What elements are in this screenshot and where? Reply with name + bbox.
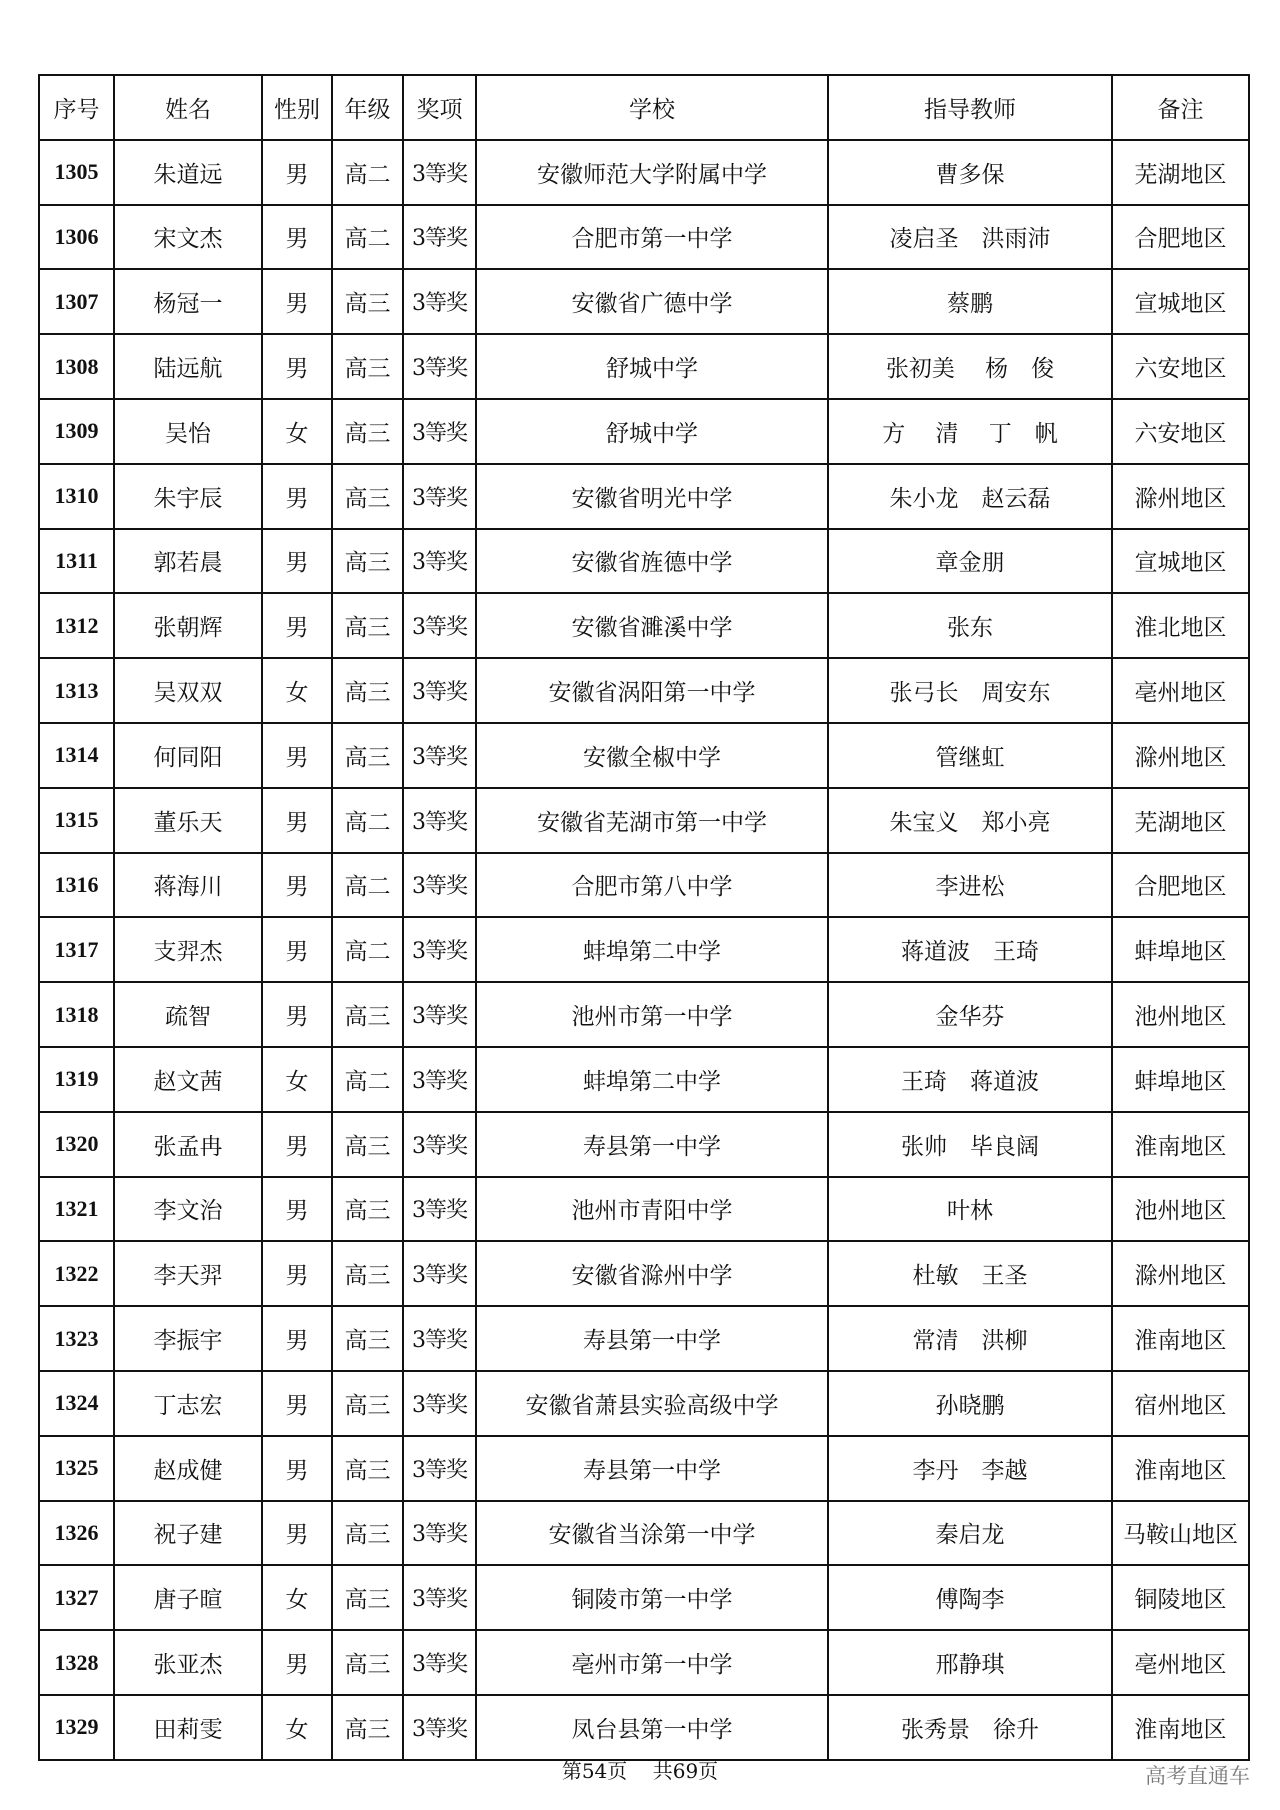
cell-gender: 男 bbox=[262, 917, 332, 982]
cell-grade: 高三 bbox=[332, 529, 403, 594]
cell-grade: 高三 bbox=[332, 723, 403, 788]
cell-region: 蚌埠地区 bbox=[1112, 1047, 1249, 1112]
cell-grade: 高二 bbox=[332, 917, 403, 982]
cell-award: 3等奖 bbox=[403, 1630, 476, 1695]
column-header-index: 序号 bbox=[39, 75, 114, 140]
page-number: 第54页 bbox=[561, 1759, 628, 1783]
cell-region: 六安地区 bbox=[1112, 334, 1249, 399]
table-row bbox=[39, 529, 1249, 594]
cell-teacher: 金华芬 bbox=[828, 982, 1112, 1047]
cell-grade: 高三 bbox=[332, 593, 403, 658]
cell-award: 3等奖 bbox=[403, 658, 476, 723]
table-row bbox=[39, 1565, 1249, 1630]
cell-teacher: 管继虹 bbox=[828, 723, 1112, 788]
cell-teacher: 傅陶李 bbox=[828, 1565, 1112, 1630]
cell-award: 3等奖 bbox=[403, 1371, 476, 1436]
cell-region: 滁州地区 bbox=[1112, 464, 1249, 529]
cell-name: 李天羿 bbox=[114, 1241, 262, 1306]
cell-name: 赵文茜 bbox=[114, 1047, 262, 1112]
cell-name: 李文治 bbox=[114, 1177, 262, 1242]
column-header-region: 备注 bbox=[1112, 75, 1249, 140]
cell-teacher: 孙晓鹏 bbox=[828, 1371, 1112, 1436]
cell-gender: 男 bbox=[262, 269, 332, 334]
cell-name: 吴怡 bbox=[114, 399, 262, 464]
column-header-grade: 年级 bbox=[332, 75, 403, 140]
cell-index: 1308 bbox=[39, 334, 114, 399]
table-row bbox=[39, 140, 1249, 205]
cell-teacher: 张秀景 徐升 bbox=[828, 1695, 1112, 1760]
cell-grade: 高二 bbox=[332, 788, 403, 853]
cell-school: 蚌埠第二中学 bbox=[476, 917, 828, 982]
cell-region: 宣城地区 bbox=[1112, 529, 1249, 594]
cell-gender: 男 bbox=[262, 1501, 332, 1566]
table-row bbox=[39, 1371, 1249, 1436]
cell-region: 池州地区 bbox=[1112, 982, 1249, 1047]
cell-index: 1324 bbox=[39, 1371, 114, 1436]
cell-region: 宣城地区 bbox=[1112, 269, 1249, 334]
cell-index: 1310 bbox=[39, 464, 114, 529]
cell-index: 1306 bbox=[39, 205, 114, 270]
cell-award: 3等奖 bbox=[403, 1306, 476, 1371]
cell-name: 赵成健 bbox=[114, 1436, 262, 1501]
cell-region: 淮南地区 bbox=[1112, 1112, 1249, 1177]
cell-school: 铜陵市第一中学 bbox=[476, 1565, 828, 1630]
cell-school: 安徽省广德中学 bbox=[476, 269, 828, 334]
cell-gender: 男 bbox=[262, 1436, 332, 1501]
cell-school: 安徽省芜湖市第一中学 bbox=[476, 788, 828, 853]
cell-index: 1312 bbox=[39, 593, 114, 658]
cell-region: 六安地区 bbox=[1112, 399, 1249, 464]
cell-region: 马鞍山地区 bbox=[1112, 1501, 1249, 1566]
cell-school: 安徽省濉溪中学 bbox=[476, 593, 828, 658]
cell-grade: 高三 bbox=[332, 464, 403, 529]
cell-award: 3等奖 bbox=[403, 1047, 476, 1112]
cell-award: 3等奖 bbox=[403, 593, 476, 658]
cell-teacher: 杜敏 王圣 bbox=[828, 1241, 1112, 1306]
column-header-award: 奖项 bbox=[403, 75, 476, 140]
cell-name: 董乐天 bbox=[114, 788, 262, 853]
table-row bbox=[39, 982, 1249, 1047]
cell-grade: 高三 bbox=[332, 399, 403, 464]
cell-gender: 男 bbox=[262, 723, 332, 788]
cell-teacher: 常清 洪柳 bbox=[828, 1306, 1112, 1371]
cell-region: 合肥地区 bbox=[1112, 205, 1249, 270]
cell-award: 3等奖 bbox=[403, 1241, 476, 1306]
table-row bbox=[39, 1306, 1249, 1371]
cell-region: 滁州地区 bbox=[1112, 723, 1249, 788]
column-header-gender: 性别 bbox=[262, 75, 332, 140]
table-body bbox=[39, 140, 1249, 1760]
cell-gender: 男 bbox=[262, 982, 332, 1047]
cell-teacher: 邢静琪 bbox=[828, 1630, 1112, 1695]
cell-school: 安徽全椒中学 bbox=[476, 723, 828, 788]
table-row bbox=[39, 917, 1249, 982]
cell-teacher: 蔡鹏 bbox=[828, 269, 1112, 334]
cell-region: 淮南地区 bbox=[1112, 1695, 1249, 1760]
cell-name: 朱宇辰 bbox=[114, 464, 262, 529]
cell-index: 1323 bbox=[39, 1306, 114, 1371]
cell-index: 1327 bbox=[39, 1565, 114, 1630]
cell-index: 1305 bbox=[39, 140, 114, 205]
cell-award: 3等奖 bbox=[403, 788, 476, 853]
cell-index: 1309 bbox=[39, 399, 114, 464]
cell-index: 1316 bbox=[39, 853, 114, 918]
cell-grade: 高三 bbox=[332, 1112, 403, 1177]
cell-region: 滁州地区 bbox=[1112, 1241, 1249, 1306]
cell-school: 舒城中学 bbox=[476, 399, 828, 464]
cell-index: 1313 bbox=[39, 658, 114, 723]
cell-gender: 男 bbox=[262, 593, 332, 658]
cell-grade: 高三 bbox=[332, 982, 403, 1047]
cell-school: 寿县第一中学 bbox=[476, 1306, 828, 1371]
table-row bbox=[39, 464, 1249, 529]
cell-grade: 高二 bbox=[332, 205, 403, 270]
cell-gender: 男 bbox=[262, 1241, 332, 1306]
cell-school: 安徽省当涂第一中学 bbox=[476, 1501, 828, 1566]
column-header-teacher: 指导教师 bbox=[828, 75, 1112, 140]
cell-teacher: 叶林 bbox=[828, 1177, 1112, 1242]
cell-award: 3等奖 bbox=[403, 399, 476, 464]
cell-index: 1326 bbox=[39, 1501, 114, 1566]
cell-teacher: 张弓长 周安东 bbox=[828, 658, 1112, 723]
table-row bbox=[39, 593, 1249, 658]
cell-gender: 男 bbox=[262, 1112, 332, 1177]
cell-school: 寿县第一中学 bbox=[476, 1112, 828, 1177]
cell-name: 唐子暄 bbox=[114, 1565, 262, 1630]
cell-gender: 男 bbox=[262, 1306, 332, 1371]
cell-gender: 女 bbox=[262, 1695, 332, 1760]
cell-index: 1314 bbox=[39, 723, 114, 788]
cell-award: 3等奖 bbox=[403, 1177, 476, 1242]
cell-gender: 女 bbox=[262, 1047, 332, 1112]
cell-school: 安徽省明光中学 bbox=[476, 464, 828, 529]
cell-teacher: 朱小龙 赵云磊 bbox=[828, 464, 1112, 529]
cell-region: 淮北地区 bbox=[1112, 593, 1249, 658]
cell-teacher: 蒋道波 王琦 bbox=[828, 917, 1112, 982]
cell-teacher: 王琦 蒋道波 bbox=[828, 1047, 1112, 1112]
cell-index: 1325 bbox=[39, 1436, 114, 1501]
table-row bbox=[39, 1501, 1249, 1566]
table-header-row bbox=[39, 75, 1249, 140]
cell-gender: 女 bbox=[262, 399, 332, 464]
cell-gender: 男 bbox=[262, 334, 332, 399]
cell-region: 蚌埠地区 bbox=[1112, 917, 1249, 982]
cell-region: 淮南地区 bbox=[1112, 1306, 1249, 1371]
cell-gender: 男 bbox=[262, 140, 332, 205]
cell-award: 3等奖 bbox=[403, 334, 476, 399]
cell-award: 3等奖 bbox=[403, 1436, 476, 1501]
cell-grade: 高三 bbox=[332, 1241, 403, 1306]
cell-region: 亳州地区 bbox=[1112, 658, 1249, 723]
cell-name: 田莉雯 bbox=[114, 1695, 262, 1760]
cell-teacher: 凌启圣 洪雨沛 bbox=[828, 205, 1112, 270]
page-total: 共69页 bbox=[652, 1759, 719, 1783]
cell-grade: 高三 bbox=[332, 1630, 403, 1695]
cell-index: 1322 bbox=[39, 1241, 114, 1306]
cell-award: 3等奖 bbox=[403, 1695, 476, 1760]
table-row bbox=[39, 399, 1249, 464]
cell-name: 陆远航 bbox=[114, 334, 262, 399]
cell-name: 支羿杰 bbox=[114, 917, 262, 982]
cell-name: 朱道远 bbox=[114, 140, 262, 205]
cell-grade: 高二 bbox=[332, 853, 403, 918]
cell-region: 芜湖地区 bbox=[1112, 788, 1249, 853]
cell-index: 1307 bbox=[39, 269, 114, 334]
table-row bbox=[39, 1047, 1249, 1112]
cell-school: 蚌埠第二中学 bbox=[476, 1047, 828, 1112]
cell-region: 铜陵地区 bbox=[1112, 1565, 1249, 1630]
cell-award: 3等奖 bbox=[403, 1501, 476, 1566]
cell-school: 安徽省涡阳第一中学 bbox=[476, 658, 828, 723]
cell-grade: 高三 bbox=[332, 269, 403, 334]
cell-grade: 高三 bbox=[332, 1501, 403, 1566]
table-row bbox=[39, 1436, 1249, 1501]
cell-school: 安徽师范大学附属中学 bbox=[476, 140, 828, 205]
cell-grade: 高二 bbox=[332, 1047, 403, 1112]
cell-region: 芜湖地区 bbox=[1112, 140, 1249, 205]
cell-name: 张亚杰 bbox=[114, 1630, 262, 1695]
cell-name: 祝子建 bbox=[114, 1501, 262, 1566]
cell-teacher: 方 清 丁 帆 bbox=[828, 399, 1112, 464]
cell-teacher: 李进松 bbox=[828, 853, 1112, 918]
cell-index: 1311 bbox=[39, 529, 114, 594]
cell-region: 淮南地区 bbox=[1112, 1436, 1249, 1501]
cell-school: 凤台县第一中学 bbox=[476, 1695, 828, 1760]
cell-school: 合肥市第一中学 bbox=[476, 205, 828, 270]
cell-teacher: 李丹 李越 bbox=[828, 1436, 1112, 1501]
column-header-name: 姓名 bbox=[114, 75, 262, 140]
cell-school: 亳州市第一中学 bbox=[476, 1630, 828, 1695]
table-row bbox=[39, 334, 1249, 399]
cell-grade: 高三 bbox=[332, 1436, 403, 1501]
page-footer bbox=[0, 1755, 1280, 1784]
award-roster-table bbox=[38, 74, 1250, 1761]
cell-school: 安徽省旌德中学 bbox=[476, 529, 828, 594]
cell-name: 何同阳 bbox=[114, 723, 262, 788]
table-row bbox=[39, 788, 1249, 853]
cell-grade: 高三 bbox=[332, 1565, 403, 1630]
cell-grade: 高三 bbox=[332, 658, 403, 723]
cell-grade: 高三 bbox=[332, 1695, 403, 1760]
cell-school: 安徽省萧县实验高级中学 bbox=[476, 1371, 828, 1436]
cell-index: 1320 bbox=[39, 1112, 114, 1177]
cell-gender: 男 bbox=[262, 853, 332, 918]
cell-gender: 女 bbox=[262, 1565, 332, 1630]
cell-grade: 高三 bbox=[332, 1177, 403, 1242]
cell-school: 安徽省滁州中学 bbox=[476, 1241, 828, 1306]
cell-teacher: 张帅 毕良阔 bbox=[828, 1112, 1112, 1177]
cell-name: 蒋海川 bbox=[114, 853, 262, 918]
table-row bbox=[39, 1241, 1249, 1306]
cell-award: 3等奖 bbox=[403, 1565, 476, 1630]
cell-name: 张孟冉 bbox=[114, 1112, 262, 1177]
table-row bbox=[39, 723, 1249, 788]
cell-school: 舒城中学 bbox=[476, 334, 828, 399]
cell-award: 3等奖 bbox=[403, 529, 476, 594]
cell-name: 李振宇 bbox=[114, 1306, 262, 1371]
watermark-text: 高考直通车 bbox=[1145, 1764, 1250, 1788]
table-row bbox=[39, 1695, 1249, 1760]
cell-region: 合肥地区 bbox=[1112, 853, 1249, 918]
table-row bbox=[39, 853, 1249, 918]
cell-region: 亳州地区 bbox=[1112, 1630, 1249, 1695]
table-row bbox=[39, 658, 1249, 723]
cell-region: 宿州地区 bbox=[1112, 1371, 1249, 1436]
cell-grade: 高三 bbox=[332, 1371, 403, 1436]
cell-grade: 高三 bbox=[332, 1306, 403, 1371]
cell-gender: 男 bbox=[262, 1177, 332, 1242]
cell-index: 1317 bbox=[39, 917, 114, 982]
table-row bbox=[39, 1630, 1249, 1695]
cell-award: 3等奖 bbox=[403, 205, 476, 270]
cell-award: 3等奖 bbox=[403, 917, 476, 982]
cell-name: 丁志宏 bbox=[114, 1371, 262, 1436]
cell-grade: 高三 bbox=[332, 334, 403, 399]
cell-gender: 男 bbox=[262, 205, 332, 270]
cell-award: 3等奖 bbox=[403, 140, 476, 205]
cell-name: 杨冠一 bbox=[114, 269, 262, 334]
cell-award: 3等奖 bbox=[403, 464, 476, 529]
cell-school: 合肥市第八中学 bbox=[476, 853, 828, 918]
table-row bbox=[39, 1112, 1249, 1177]
table-row bbox=[39, 205, 1249, 270]
cell-gender: 女 bbox=[262, 658, 332, 723]
cell-name: 郭若晨 bbox=[114, 529, 262, 594]
table-row bbox=[39, 1177, 1249, 1242]
cell-school: 寿县第一中学 bbox=[476, 1436, 828, 1501]
cell-award: 3等奖 bbox=[403, 723, 476, 788]
cell-award: 3等奖 bbox=[403, 1112, 476, 1177]
cell-gender: 男 bbox=[262, 464, 332, 529]
cell-index: 1321 bbox=[39, 1177, 114, 1242]
cell-teacher: 张初美 杨 俊 bbox=[828, 334, 1112, 399]
table-row bbox=[39, 269, 1249, 334]
cell-name: 宋文杰 bbox=[114, 205, 262, 270]
cell-teacher: 朱宝义 郑小亮 bbox=[828, 788, 1112, 853]
cell-name: 张朝辉 bbox=[114, 593, 262, 658]
column-header-school: 学校 bbox=[476, 75, 828, 140]
cell-gender: 男 bbox=[262, 1371, 332, 1436]
cell-name: 疏智 bbox=[114, 982, 262, 1047]
cell-index: 1319 bbox=[39, 1047, 114, 1112]
cell-grade: 高二 bbox=[332, 140, 403, 205]
cell-region: 池州地区 bbox=[1112, 1177, 1249, 1242]
cell-gender: 男 bbox=[262, 788, 332, 853]
cell-index: 1318 bbox=[39, 982, 114, 1047]
cell-teacher: 章金朋 bbox=[828, 529, 1112, 594]
cell-index: 1315 bbox=[39, 788, 114, 853]
cell-teacher: 秦启龙 bbox=[828, 1501, 1112, 1566]
cell-teacher: 张东 bbox=[828, 593, 1112, 658]
cell-index: 1329 bbox=[39, 1695, 114, 1760]
cell-teacher: 曹多保 bbox=[828, 140, 1112, 205]
cell-gender: 男 bbox=[262, 529, 332, 594]
cell-school: 池州市第一中学 bbox=[476, 982, 828, 1047]
cell-award: 3等奖 bbox=[403, 853, 476, 918]
cell-award: 3等奖 bbox=[403, 269, 476, 334]
cell-gender: 男 bbox=[262, 1630, 332, 1695]
cell-award: 3等奖 bbox=[403, 982, 476, 1047]
cell-index: 1328 bbox=[39, 1630, 114, 1695]
cell-name: 吴双双 bbox=[114, 658, 262, 723]
cell-school: 池州市青阳中学 bbox=[476, 1177, 828, 1242]
